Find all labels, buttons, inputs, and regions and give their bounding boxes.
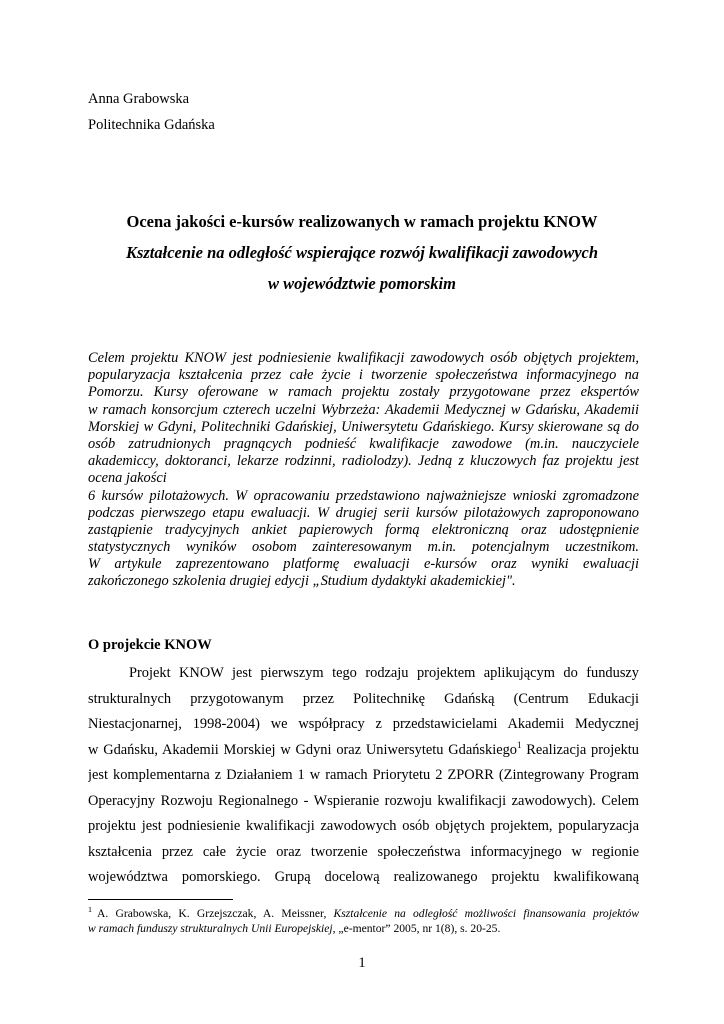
section-body: [88, 661, 639, 891]
page-number: 1: [358, 955, 366, 971]
abstract-line: ocena jakości: [88, 470, 167, 487]
author-name: Anna Grabowska: [88, 91, 190, 107]
body-line-text: w Gdańsku, Akademii Morskiej w Gdyni oraz Uniwersytetu Gdańskiego: [88, 741, 517, 758]
body-line-with-footnote: [88, 738, 639, 764]
footnote-separator: [88, 899, 233, 900]
abstract-line: Celem projektu KNOW jest podniesienie kwalifikacji zawodowych osób objętych projektem,: [88, 350, 639, 366]
footnote-marker: 1: [88, 907, 92, 915]
body-line: jest komplementarna z Działaniem 1 w ramach Priorytetu 2 ZPORR (Zintegrowany Program: [88, 767, 639, 783]
abstract-line: statystycznych wyników osobom zainteresowanym m.in. potencjalnym uczestnikom.: [88, 539, 639, 556]
abstract-line: w ramach konsorcjum czterech uczelni Wybrzeża: Akademii Medycznej w Gdańsku, Akademii: [88, 401, 639, 418]
body-line: projektu jest podniesienie kwalifikacji zawodowych osób objętych projektem, popularyzacja: [88, 818, 639, 834]
abstract-line: Pomorzu. Kursy oferowane w ramach projektu zostały przygotowane przez ekspertów: [88, 384, 639, 401]
abstract-line: zakończonego szkolenia drugiej edycji „Studium dydaktyki akademickiej".: [88, 573, 516, 590]
abstract-line: akademiccy, doktoranci, lekarze rodzinni, radiolodzy). Jedną z kluczowych faz projektu jest: [88, 453, 639, 470]
title-line-2: Kształcenie na odległość wspierające rozwój kwalifikacji zawodowych: [125, 243, 599, 262]
author-affiliation: Politechnika Gdańska: [88, 117, 215, 133]
footnote-reference[interactable]: 1: [516, 739, 522, 750]
footnote: [88, 907, 639, 937]
footnote-title-cont: w ramach funduszy strukturalnych Unii Europejskiej,: [88, 921, 336, 935]
footnote-authors: A. Grabowska, K. Grzejszczak, A. Meissner,: [97, 907, 334, 920]
abstract: [88, 350, 639, 591]
abstract-line: zastąpienie tradycyjnych ankiet papierowych formą elektroniczną oraz udostępnienie: [88, 521, 639, 538]
footnote-line-2: [88, 922, 639, 937]
footnote-source: „e-mentor” 2005, nr 1(8), s. 20-25.: [335, 921, 501, 935]
body-line-tail: Realizacja projektu: [521, 741, 639, 758]
title-line-1: Ocena jakości e-kursów realizowanych w ramach projektu KNOW: [126, 212, 598, 231]
abstract-line: podczas pierwszego etapu ewaluacji. W drugiej serii kursów pilotażowych zaproponowano: [88, 504, 639, 521]
body-line: Operacyjny Rozwoju Regionalnego - Wspieranie rozwoju kwalifikacji zawodowych). Celem: [88, 792, 639, 809]
abstract-line: 6 kursów pilotażowych. W opracowaniu przedstawiono najważniejsze wnioski zgromadzone: [88, 487, 639, 504]
title-line-3: w województwie pomorskim: [268, 274, 456, 293]
body-line: strukturalnych przygotowanym przez Politechnikę Gdańską (Centrum Edukacji: [88, 690, 639, 707]
body-line: Niestacjonarnej, 1998-2004) we współpracy z przedstawicielami Akademii Medycznej: [88, 716, 639, 732]
footnote-line-1: [88, 907, 639, 922]
body-line: Projekt KNOW jest pierwszym tego rodzaju projektem aplikującym do funduszy: [129, 665, 639, 681]
abstract-line: popularyzacja kształcenia przez całe życie i tworzenie społeczeństwa informacyjnego na: [88, 367, 639, 384]
abstract-line: Morskiej w Gdyni, Politechniki Gdańskiej, Uniwersytetu Gdańskiego. Kursy skierowane są do: [88, 418, 639, 435]
body-line: kształcenia przez całe życie oraz tworzenie społeczeństwa informacyjnego w regionie: [88, 843, 639, 860]
section-heading: O projekcie KNOW: [88, 637, 212, 653]
abstract-line: W artykule zaprezentowano platformę ewaluacji e-kursów oraz wyniki ewaluacji: [88, 556, 639, 573]
abstract-line: osób zatrudnionych pragnących podnieść kwalifikacje zawodowe (m.in. nauczyciele: [88, 435, 639, 452]
footnote-title: Kształcenie na odległość możliwości finansowania projektów: [333, 907, 639, 920]
body-line: województwa pomorskiego. Grupą docelową realizowanego projektu kwalifikowaną: [88, 869, 639, 885]
